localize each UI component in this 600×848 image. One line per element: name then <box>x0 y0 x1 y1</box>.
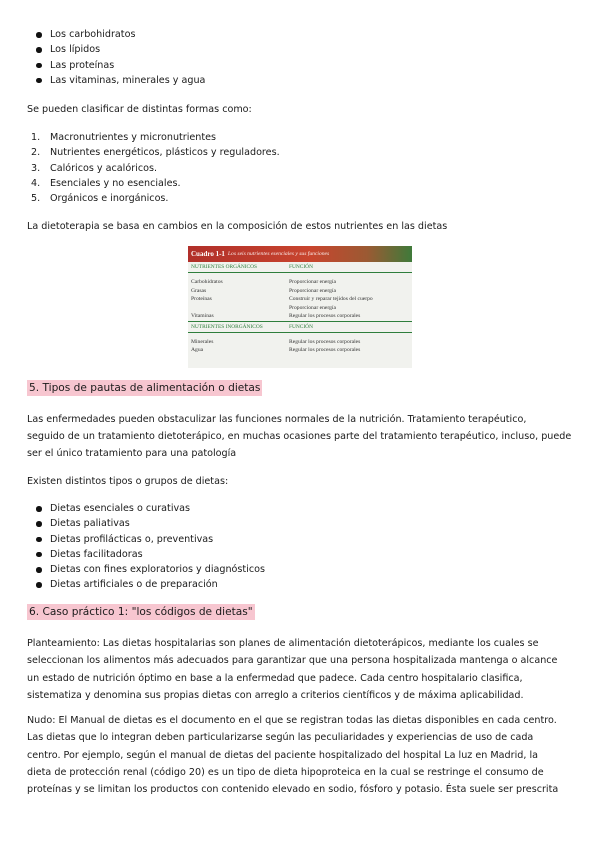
section6-heading: 6. Caso práctico 1: "los códigos de dietas" <box>29 606 253 618</box>
table-header <box>188 321 412 333</box>
paragraph-line: Planteamiento: Las dietas hospitalarias son planes de alimentación dietoterápicos, mediante los cuales se <box>27 638 539 649</box>
table-header-cell: FUNCIÓN <box>289 323 313 330</box>
paragraph-line: ser el único tratamiento para una patología <box>27 448 237 459</box>
paragraph-line: Las dietas que lo integran deben particularizarse según las peculiaridades y experiencias de uso de cada <box>27 732 534 744</box>
table-cell: Proporcionar energía <box>289 304 336 311</box>
table-cell: Regular los procesos corporales <box>289 347 361 353</box>
paragraph-line: un estado de nutrición óptimo en base a la enfermedad que padece. Cada centro hospitalario clasifica, <box>27 672 523 684</box>
list-number: 5. <box>31 193 41 205</box>
list-item <box>27 145 280 160</box>
section5-paragraph <box>27 411 571 462</box>
table-cell: Proporcionar energía <box>289 279 336 285</box>
diet-types-intro: Existen distintos tipos o grupos de dietas: <box>27 476 229 487</box>
list-number: 3. <box>31 162 41 174</box>
table-header-cell: FUNCIÓN <box>289 264 313 270</box>
list-item: Las vitaminas, minerales y agua <box>27 73 205 88</box>
list-number: 1. <box>31 132 41 143</box>
list-number: 2. <box>31 147 41 159</box>
list-item <box>27 161 280 176</box>
paragraph-line: centro. Por ejemplo, según el manual de dietas del paciente hospitalizado del hospital La luz en Madrid, la <box>27 749 538 761</box>
paragraph-line: proteínas y se limitan los productos con contenido elevado en sodio, fósforo y potasio. Ésta suele ser prescrita <box>27 784 559 796</box>
paragraph-line: sistematiza y denomina sus propias dietas con arreglo a criterios científicos y de máxima aplicabilidad. <box>27 689 524 701</box>
table-cell: Grasas <box>191 287 207 294</box>
nutrients-list <box>27 27 205 88</box>
table-row <box>188 312 412 321</box>
list-item <box>27 176 280 191</box>
table-cell: Vitaminas <box>191 313 214 319</box>
list-text: Esenciales y no esenciales. <box>50 177 181 189</box>
classify-list <box>27 130 280 206</box>
list-item: Dietas facilitadoras <box>27 547 265 562</box>
table-title-bar <box>188 246 412 262</box>
list-text: Macronutrientes y micronutrientes <box>50 132 217 143</box>
list-item: Los carbohidratos <box>27 27 205 42</box>
paragraph-line: dieta de protección renal (código 20) es un tipo de dieta hipoproteica en la cual se restringe el consumo de <box>27 766 544 778</box>
table-title: Los seis nutrientes esenciales y sus funciones <box>227 251 330 257</box>
paragraph-line: seleccionan los alimentos más adecuados para garantizar que una persona hospitalizada mantenga o alcance <box>27 655 558 667</box>
list-text: Orgánicos e inorgánicos. <box>50 193 169 205</box>
table-row <box>188 287 412 296</box>
table-cell: Carbohidratos <box>191 279 223 285</box>
table-cell: Regular los procesos corporales <box>289 338 361 345</box>
diet-types-list <box>27 501 265 593</box>
table-row <box>188 278 412 287</box>
paragraph-line: Nudo: El Manual de dietas es el documento en el que se registran todas las dietas disponibles en cada centro. <box>27 715 557 726</box>
table-cell: Minerales <box>191 338 214 345</box>
list-item: Dietas esenciales o curativas <box>27 501 265 516</box>
list-item: Dietas con fines exploratorios y diagnósticos <box>27 562 265 577</box>
section5-heading: 5. Tipos de pautas de alimentación o dietas <box>29 382 261 394</box>
list-number: 4. <box>31 177 41 189</box>
dietotherapy-line: La dietoterapia se basa en cambios en la composición de estos nutrientes en las dietas <box>27 221 448 232</box>
list-item: Dietas artificiales o de preparación <box>27 577 265 592</box>
list-item <box>27 191 280 206</box>
table-cell: Agua <box>191 347 204 353</box>
table-cell: Proporcionar energía <box>289 287 336 294</box>
list-item: Dietas profilácticas o, preventivas <box>27 532 265 547</box>
nutrients-table-image <box>188 246 412 368</box>
nudo-paragraph <box>27 712 558 798</box>
table-row <box>188 346 412 355</box>
classify-intro: Se pueden clasificar de distintas formas como: <box>27 104 252 115</box>
table-header <box>188 262 412 273</box>
list-item: Las proteínas <box>27 58 205 73</box>
paragraph-line: seguido de un tratamiento dietoterápico, en muchas ocasiones parte del tratamiento terapéutico, incluso, puede <box>27 431 572 442</box>
list-text: Nutrientes energéticos, plásticos y reguladores. <box>50 147 280 159</box>
planteamiento-paragraph <box>27 635 557 704</box>
paragraph-line: Las enfermedades pueden obstaculizar las funciones normales de la nutrición. Tratamiento terapéutico, <box>27 414 527 425</box>
table-cell: Regular los procesos corporales <box>289 313 361 319</box>
table-header-cell: NUTRIENTES INORGÁNICOS <box>191 323 263 330</box>
table-row <box>188 304 412 313</box>
table-cell <box>191 304 289 313</box>
list-item <box>27 130 280 145</box>
list-item: Dietas paliativas <box>27 516 265 531</box>
table-row <box>188 338 412 347</box>
table-header-cell: NUTRIENTES ORGÁNICOS <box>191 264 258 270</box>
table-row <box>188 295 412 304</box>
table-cell: Construir y reparar tejidos del cuerpo <box>289 296 373 302</box>
list-item: Los lípidos <box>27 42 205 57</box>
list-text: Calóricos y acalóricos. <box>50 162 158 174</box>
table-cell: Proteínas <box>191 296 212 302</box>
table-number: Cuadro 1-1 <box>191 250 225 258</box>
